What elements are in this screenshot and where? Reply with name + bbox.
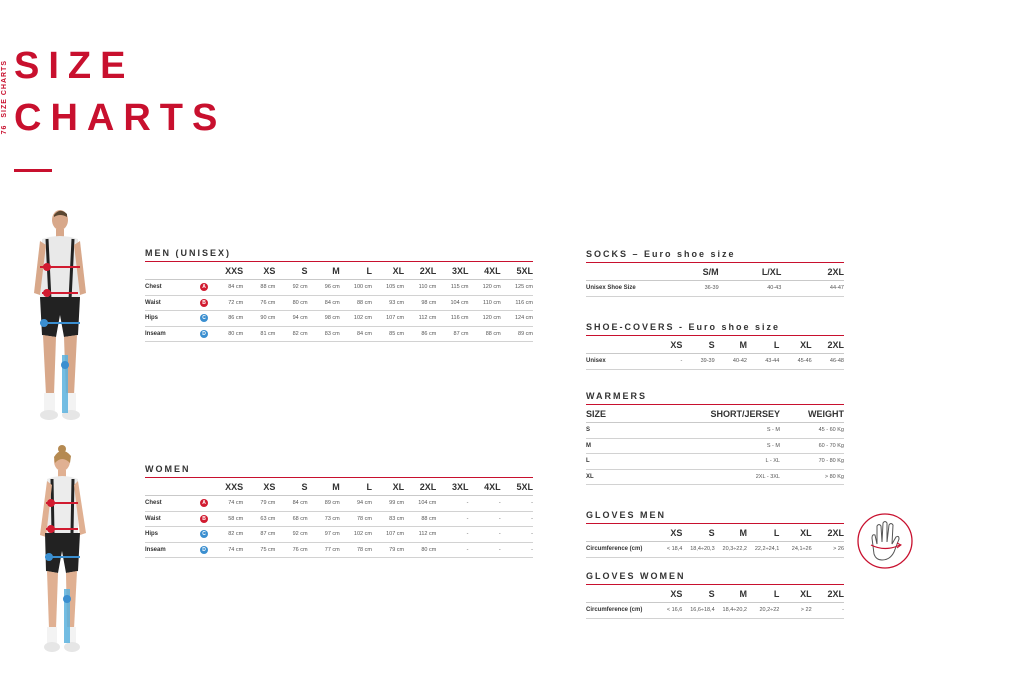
cell: 125 cm <box>501 280 533 296</box>
cell: 89 cm <box>308 496 340 512</box>
cell: 112 cm <box>404 311 436 327</box>
cell: 116 cm <box>436 311 468 327</box>
cell: 124 cm <box>501 311 533 327</box>
cell: 104 cm <box>436 295 468 311</box>
size-header: L <box>340 262 372 280</box>
warmers-short-jersey-header: SHORT/JERSEY <box>646 405 780 423</box>
cell: 102 cm <box>340 311 372 327</box>
warmers-header-row <box>586 405 844 423</box>
women-section-title: WOMEN <box>145 464 533 478</box>
size-header: S <box>682 336 714 354</box>
table-row <box>586 423 844 439</box>
size-header: L <box>747 524 779 542</box>
table-row <box>145 280 533 296</box>
size-header: M <box>715 585 747 603</box>
size-header: XS <box>650 585 682 603</box>
cell: 63 cm <box>243 511 275 527</box>
table-row <box>586 354 844 370</box>
cell: 88 cm <box>340 295 372 311</box>
row-label: Unisex Shoe Size <box>586 281 656 297</box>
size-header: XS <box>650 336 682 354</box>
cell: - <box>812 603 844 619</box>
size-header: L <box>747 585 779 603</box>
size-header: 3XL <box>436 262 468 280</box>
cell: 98 cm <box>404 295 436 311</box>
cell: 86 cm <box>404 326 436 342</box>
shoe-covers-size-section <box>586 322 844 370</box>
size-header: XXS <box>211 262 243 280</box>
row-label: Inseam <box>145 326 197 342</box>
cell: > 26 <box>812 542 844 558</box>
row-label: Unisex <box>586 354 650 370</box>
warmers-section-title: WARMERS <box>586 391 844 405</box>
gloves-men-size-table <box>586 524 844 558</box>
cell: 87 cm <box>243 527 275 543</box>
cell: < 16,6 <box>650 603 682 619</box>
size-header: S <box>275 478 307 496</box>
cell: 60 - 70 Kg <box>780 438 844 454</box>
size-header: XL <box>372 262 404 280</box>
table-row <box>145 326 533 342</box>
table-row <box>145 496 533 512</box>
cell: 115 cm <box>436 280 468 296</box>
size-header: S <box>275 262 307 280</box>
cell: 22,2÷24,1 <box>747 542 779 558</box>
hand-measure-icon <box>856 512 914 570</box>
cell: 97 cm <box>308 527 340 543</box>
size-header: M <box>308 262 340 280</box>
size-header: L <box>747 336 779 354</box>
size-header: XXS <box>211 478 243 496</box>
men-size-header-row <box>145 262 533 280</box>
cell: 40-42 <box>715 354 747 370</box>
cell: 79 cm <box>372 542 404 558</box>
size-header: 5XL <box>501 478 533 496</box>
row-label: Inseam <box>145 542 197 558</box>
table-row <box>145 311 533 327</box>
cell: 20,2÷22 <box>747 603 779 619</box>
row-label: Chest <box>145 496 197 512</box>
table-row <box>145 511 533 527</box>
cell: 88 cm <box>404 511 436 527</box>
row-label: Circumference (cm) <box>586 542 650 558</box>
women-size-section <box>145 464 533 558</box>
cell: 82 cm <box>211 527 243 543</box>
size-header: XS <box>650 524 682 542</box>
cell: - <box>436 496 468 512</box>
warmers-size-table <box>586 405 844 485</box>
row-label: XL <box>586 469 646 485</box>
size-header: 2XL <box>404 262 436 280</box>
size-header: 2XL <box>781 263 844 281</box>
cell: 80 cm <box>404 542 436 558</box>
table-row <box>145 527 533 543</box>
cell: - <box>469 527 501 543</box>
size-header: 2XL <box>812 524 844 542</box>
marker-a-badge: A <box>200 283 208 291</box>
cell: - <box>469 496 501 512</box>
size-header: 3XL <box>436 478 468 496</box>
cell: 94 cm <box>340 496 372 512</box>
size-header: 4XL <box>469 262 501 280</box>
cell: - <box>501 527 533 543</box>
cell: 89 cm <box>501 326 533 342</box>
marker-d-badge: D <box>200 330 208 338</box>
shoe-covers-header-row <box>586 336 844 354</box>
cell: S - M <box>646 423 780 439</box>
cell: 58 cm <box>211 511 243 527</box>
size-header: 2XL <box>812 585 844 603</box>
cell: 81 cm <box>243 326 275 342</box>
cell: 92 cm <box>275 527 307 543</box>
table-row <box>586 469 844 485</box>
marker-a-badge: A <box>200 499 208 507</box>
cell: - <box>436 511 468 527</box>
size-header: XL <box>779 524 811 542</box>
row-label: L <box>586 454 646 470</box>
row-label: S <box>586 423 646 439</box>
cell: 86 cm <box>211 311 243 327</box>
cell: 93 cm <box>372 295 404 311</box>
men-size-section <box>145 248 533 342</box>
shoe-covers-size-table <box>586 336 844 370</box>
size-header: M <box>715 336 747 354</box>
cell: 105 cm <box>372 280 404 296</box>
cell: 107 cm <box>372 311 404 327</box>
cell: 92 cm <box>275 280 307 296</box>
cell: 74 cm <box>211 496 243 512</box>
cell: 24,1÷26 <box>779 542 811 558</box>
cell: 88 cm <box>469 326 501 342</box>
cell: - <box>469 542 501 558</box>
cell: 20,3÷22,2 <box>715 542 747 558</box>
cell: 112 cm <box>404 527 436 543</box>
cell: 36-39 <box>656 281 719 297</box>
size-header: XL <box>372 478 404 496</box>
size-header: S <box>682 524 714 542</box>
cell: 87 cm <box>436 326 468 342</box>
cell: 83 cm <box>372 511 404 527</box>
row-label: Waist <box>145 295 197 311</box>
gloves-men-section-title: GLOVES MEN <box>586 510 844 524</box>
socks-section-title: SOCKS – Euro shoe size <box>586 249 844 263</box>
cell: 100 cm <box>340 280 372 296</box>
title-underline <box>14 169 52 172</box>
row-label: Waist <box>145 511 197 527</box>
size-header: XS <box>243 478 275 496</box>
cell: 77 cm <box>308 542 340 558</box>
women-size-table <box>145 478 533 558</box>
cell: 80 cm <box>275 295 307 311</box>
cell: 70 - 80 Kg <box>780 454 844 470</box>
gloves-women-size-table <box>586 585 844 619</box>
warmers-size-section <box>586 391 844 485</box>
page-title <box>14 40 226 144</box>
cell: 107 cm <box>372 527 404 543</box>
cell: 110 cm <box>404 280 436 296</box>
men-size-table <box>145 262 533 342</box>
cell: - <box>650 354 682 370</box>
cell: 79 cm <box>243 496 275 512</box>
cell: 104 cm <box>404 496 436 512</box>
cell: 40-43 <box>719 281 782 297</box>
male-cyclist-figure <box>14 205 106 431</box>
side-page-label <box>1 60 8 134</box>
cell: 16,6÷18,4 <box>682 603 714 619</box>
socks-size-table <box>586 263 844 297</box>
size-header: S/M <box>656 263 719 281</box>
cell: 88 cm <box>243 280 275 296</box>
table-row <box>586 281 844 297</box>
cell: 45 - 60 Kg <box>780 423 844 439</box>
size-header: L <box>340 478 372 496</box>
cell: > 22 <box>779 603 811 619</box>
marker-b-badge: B <box>200 299 208 307</box>
size-header: 2XL <box>812 336 844 354</box>
cell: 78 cm <box>340 542 372 558</box>
cell: 73 cm <box>308 511 340 527</box>
women-size-header-row <box>145 478 533 496</box>
cell: 68 cm <box>275 511 307 527</box>
gloves-women-header-row <box>586 585 844 603</box>
cell: 84 cm <box>340 326 372 342</box>
table-row <box>586 454 844 470</box>
size-header: XS <box>243 262 275 280</box>
socks-size-section <box>586 249 844 297</box>
cell: 2XL - 3XL <box>646 469 780 485</box>
marker-c-badge: C <box>200 530 208 538</box>
marker-d-badge: D <box>200 546 208 554</box>
cell: 98 cm <box>308 311 340 327</box>
cell: 72 cm <box>211 295 243 311</box>
gloves-women-section-title: GLOVES WOMEN <box>586 571 844 585</box>
socks-header-row <box>586 263 844 281</box>
cell: 45-46 <box>779 354 811 370</box>
cell: - <box>501 496 533 512</box>
cell: 18,4÷20,3 <box>682 542 714 558</box>
cell: 120 cm <box>469 280 501 296</box>
cell: 94 cm <box>275 311 307 327</box>
size-header: 2XL <box>404 478 436 496</box>
cell: 83 cm <box>308 326 340 342</box>
side-section-label: SIZE CHARTS <box>1 60 8 118</box>
cell: 46-48 <box>812 354 844 370</box>
size-header: M <box>715 524 747 542</box>
cell: < 18,4 <box>650 542 682 558</box>
cell: 76 cm <box>275 542 307 558</box>
female-cyclist-figure <box>18 443 108 661</box>
cell: 78 cm <box>340 511 372 527</box>
cell: 39-39 <box>682 354 714 370</box>
cell: 80 cm <box>211 326 243 342</box>
size-header: L/XL <box>719 263 782 281</box>
cell: 99 cm <box>372 496 404 512</box>
cell: 76 cm <box>243 295 275 311</box>
size-header: XL <box>779 336 811 354</box>
row-label: Hips <box>145 311 197 327</box>
marker-b-badge: B <box>200 515 208 523</box>
cell: 110 cm <box>469 295 501 311</box>
size-header: 5XL <box>501 262 533 280</box>
cell: 85 cm <box>372 326 404 342</box>
table-row <box>586 542 844 558</box>
cell: L - XL <box>646 454 780 470</box>
size-header: S <box>682 585 714 603</box>
table-row <box>586 438 844 454</box>
cell: 116 cm <box>501 295 533 311</box>
row-label: Chest <box>145 280 197 296</box>
row-label: M <box>586 438 646 454</box>
row-label: Circumference (cm) <box>586 603 650 619</box>
size-header: XL <box>779 585 811 603</box>
cell: - <box>501 542 533 558</box>
men-section-title: MEN (UNISEX) <box>145 248 533 262</box>
cell: 74 cm <box>211 542 243 558</box>
table-row <box>145 295 533 311</box>
cell: 82 cm <box>275 326 307 342</box>
gloves-men-header-row <box>586 524 844 542</box>
table-row <box>586 603 844 619</box>
cell: 90 cm <box>243 311 275 327</box>
row-label: Hips <box>145 527 197 543</box>
cell: 84 cm <box>275 496 307 512</box>
gloves-men-size-section <box>586 510 844 558</box>
size-header: 4XL <box>469 478 501 496</box>
cell: 75 cm <box>243 542 275 558</box>
shoe-covers-section-title: SHOE-COVERS - Euro shoe size <box>586 322 844 336</box>
cell: 44-47 <box>781 281 844 297</box>
cell: - <box>501 511 533 527</box>
table-row <box>145 542 533 558</box>
cell: 96 cm <box>308 280 340 296</box>
page-number: 76 <box>1 124 8 135</box>
cell: > 80 Kg <box>780 469 844 485</box>
warmers-weight-header: WEIGHT <box>780 405 844 423</box>
cell: 102 cm <box>340 527 372 543</box>
marker-c-badge: C <box>200 314 208 322</box>
cell: - <box>469 511 501 527</box>
cell: 18,4÷20,2 <box>715 603 747 619</box>
title-line-1: SIZE <box>14 45 135 87</box>
cell: 120 cm <box>469 311 501 327</box>
cell: S - M <box>646 438 780 454</box>
cell: - <box>436 527 468 543</box>
gloves-women-size-section <box>586 571 844 619</box>
cell: 84 cm <box>308 295 340 311</box>
cell: 84 cm <box>211 280 243 296</box>
title-line-2: CHARTS <box>14 97 227 139</box>
cell: - <box>436 542 468 558</box>
warmers-size-header: SIZE <box>586 405 646 423</box>
cell: 43-44 <box>747 354 779 370</box>
size-header: M <box>308 478 340 496</box>
